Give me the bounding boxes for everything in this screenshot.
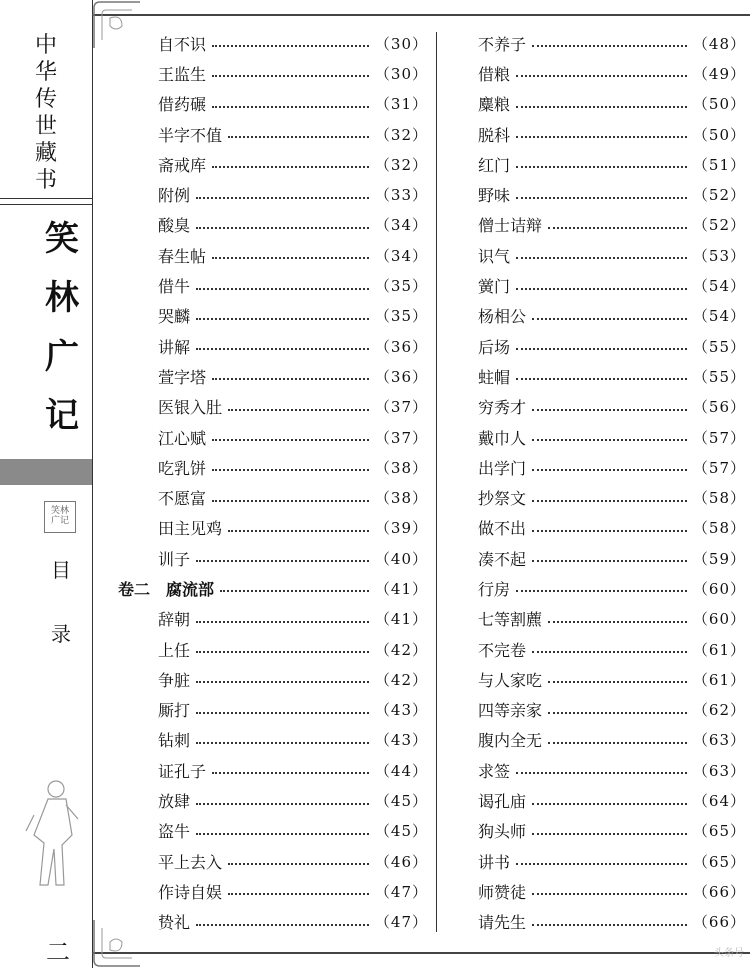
entry-page: （37） — [374, 428, 428, 447]
entry-title: 穷秀才 — [478, 398, 527, 418]
seal-stamp: 笑林 广记 — [44, 501, 76, 533]
toc-entry — [478, 907, 746, 937]
leader-dots — [532, 651, 687, 653]
toc-entry — [118, 634, 428, 664]
entry-page: （38） — [374, 458, 428, 477]
entry-title: 附例 — [158, 186, 191, 206]
entry-page: （61） — [692, 640, 746, 659]
leader-dots — [532, 439, 687, 441]
toc-entry — [118, 28, 428, 58]
toc-entry — [118, 695, 428, 725]
entry-page: （50） — [692, 125, 746, 144]
leader-dots — [196, 621, 369, 623]
leader-dots — [516, 288, 687, 290]
toc-entry — [118, 785, 428, 815]
entry-title: 辞朝 — [158, 610, 191, 630]
entry-title: 戴巾人 — [478, 428, 527, 448]
entry-title: 平上去入 — [158, 852, 223, 872]
leader-dots — [532, 924, 687, 926]
entry-title: 萱字塔 — [158, 367, 207, 387]
entry-title: 讲书 — [478, 852, 511, 872]
entry-title: 吃乳饼 — [158, 458, 207, 478]
entry-page: （64） — [692, 792, 746, 811]
entry-page: （55） — [692, 337, 746, 356]
entry-page: （51） — [692, 155, 746, 174]
entry-page: （46） — [374, 852, 428, 871]
leader-dots — [516, 75, 687, 77]
toc-entry — [478, 361, 746, 391]
toc-entry — [478, 785, 746, 815]
entry-title: 蛀帽 — [478, 367, 511, 387]
entry-page: （45） — [374, 822, 428, 841]
toc-entry — [478, 210, 746, 240]
leader-dots — [516, 106, 687, 108]
leader-dots — [212, 439, 369, 441]
entry-page: （42） — [374, 640, 428, 659]
toc-entry — [118, 119, 428, 149]
section-title: 目 录 — [51, 558, 71, 646]
entry-title: 讲解 — [158, 337, 191, 357]
toc-entry — [478, 482, 746, 512]
sidebar-rule-top — [0, 198, 92, 199]
entry-page: （36） — [374, 337, 428, 356]
sidebar-band — [0, 459, 92, 485]
entry-title: 借粮 — [478, 64, 511, 84]
toc-entry — [118, 58, 428, 88]
leader-dots — [516, 166, 687, 168]
leader-dots — [516, 863, 687, 865]
toc-entry — [478, 392, 746, 422]
entry-page: （44） — [374, 761, 428, 780]
entry-page: （43） — [374, 701, 428, 720]
entry-title: 厮打 — [158, 701, 191, 721]
entry-title: 放肆 — [158, 792, 191, 812]
entry-page: （41） — [374, 579, 428, 598]
leader-dots — [516, 590, 687, 592]
entry-title: 田主见鸡 — [158, 519, 223, 539]
entry-title: 脱科 — [478, 125, 511, 145]
entry-title: 野味 — [478, 186, 511, 206]
leader-dots — [196, 560, 369, 562]
leader-dots — [532, 803, 687, 805]
leader-dots — [220, 590, 369, 592]
entry-title: 黉门 — [478, 277, 511, 297]
toc-entry — [118, 392, 428, 422]
entry-title: 作诗自娱 — [158, 882, 223, 902]
toc-entry — [478, 755, 746, 785]
entry-title: 不完卷 — [478, 640, 527, 660]
leader-dots — [196, 742, 369, 744]
toc-entry — [118, 270, 428, 300]
entry-page: （33） — [374, 186, 428, 205]
leader-dots — [532, 500, 687, 502]
entry-page: （57） — [692, 458, 746, 477]
toc-entry — [118, 664, 428, 694]
toc-entry — [118, 604, 428, 634]
toc-section-heading — [118, 573, 428, 603]
toc-entry — [478, 816, 746, 846]
leader-dots — [532, 45, 687, 47]
entry-title: 狗头师 — [478, 822, 527, 842]
entry-page: （43） — [374, 731, 428, 750]
entry-page: （63） — [692, 731, 746, 750]
leader-dots — [196, 833, 369, 835]
entry-page: （52） — [692, 216, 746, 235]
page-number: 二 — [46, 938, 70, 966]
toc-entry — [478, 58, 746, 88]
leader-dots — [196, 712, 369, 714]
entry-title: 证孔子 — [158, 761, 207, 781]
entry-page: （55） — [692, 367, 746, 386]
entry-page: （58） — [692, 489, 746, 508]
leader-dots — [196, 803, 369, 805]
entry-title: 借牛 — [158, 277, 191, 297]
leader-dots — [212, 75, 369, 77]
entry-title: 识气 — [478, 246, 511, 266]
leader-dots — [516, 197, 687, 199]
entry-page: （45） — [374, 792, 428, 811]
toc-entry — [478, 513, 746, 543]
toc-entry — [118, 301, 428, 331]
entry-title: 四等亲家 — [478, 701, 543, 721]
leader-dots — [532, 560, 687, 562]
toc-entry — [478, 846, 746, 876]
entry-page: （39） — [374, 519, 428, 538]
column-divider — [436, 32, 437, 932]
entry-page: （35） — [374, 307, 428, 326]
leader-dots — [532, 893, 687, 895]
leader-dots — [212, 772, 369, 774]
toc-entry — [478, 270, 746, 300]
toc-entry — [478, 634, 746, 664]
entry-page: （48） — [692, 34, 746, 53]
entry-page: （47） — [374, 913, 428, 932]
sidebar — [0, 0, 92, 968]
entry-title: 哭麟 — [158, 307, 191, 327]
leader-dots — [532, 469, 687, 471]
entry-page: （52） — [692, 186, 746, 205]
entry-page: （57） — [692, 428, 746, 447]
entry-title: 后场 — [478, 337, 511, 357]
leader-dots — [516, 378, 687, 380]
toc-entry — [118, 725, 428, 755]
watermark: 头条号 — [714, 948, 744, 959]
leader-dots — [532, 409, 687, 411]
leader-dots — [228, 530, 369, 532]
entry-title: 钻刺 — [158, 731, 191, 751]
entry-title: 红门 — [478, 155, 511, 175]
entry-title: 谒孔庙 — [478, 792, 527, 812]
leader-dots — [212, 500, 369, 502]
toc-entry — [478, 179, 746, 209]
entry-page: （60） — [692, 579, 746, 598]
entry-page: （40） — [374, 549, 428, 568]
toc-entry — [478, 876, 746, 906]
entry-title: 求签 — [478, 761, 511, 781]
toc-entry — [118, 846, 428, 876]
entry-page: （35） — [374, 277, 428, 296]
leader-dots — [196, 227, 369, 229]
entry-title: 腹内全无 — [478, 731, 543, 751]
leader-dots — [196, 651, 369, 653]
toc-entry — [478, 573, 746, 603]
entry-title: 出学门 — [478, 458, 527, 478]
toc-entry — [478, 331, 746, 361]
entry-title: 行房 — [478, 579, 511, 599]
entry-page: （49） — [692, 64, 746, 83]
entry-title: 酸臭 — [158, 216, 191, 236]
entry-page: （32） — [374, 155, 428, 174]
toc-entry — [478, 664, 746, 694]
entry-title: 借药碾 — [158, 95, 207, 115]
toc-entry — [478, 119, 746, 149]
entry-page: （54） — [692, 307, 746, 326]
toc-entry — [118, 755, 428, 785]
entry-page: （65） — [692, 822, 746, 841]
entry-title: 卷二 腐流部 — [118, 579, 215, 599]
entry-page: （65） — [692, 852, 746, 871]
toc-entry — [118, 210, 428, 240]
entry-title: 不愿富 — [158, 489, 207, 509]
entry-title: 杨相公 — [478, 307, 527, 327]
toc-entry — [478, 452, 746, 482]
leader-dots — [212, 166, 369, 168]
entry-page: （60） — [692, 610, 746, 629]
entry-title: 争脏 — [158, 670, 191, 690]
toc-entry — [118, 179, 428, 209]
entry-page: （58） — [692, 519, 746, 538]
leader-dots — [548, 742, 687, 744]
leader-dots — [516, 257, 687, 259]
leader-dots — [212, 257, 369, 259]
leader-dots — [548, 621, 687, 623]
frame-left — [92, 0, 93, 968]
series-title: 中 华 传 世 藏 书 — [34, 33, 57, 193]
leader-dots — [548, 681, 687, 683]
entry-title: 师赞徒 — [478, 882, 527, 902]
toc-column-left — [118, 28, 428, 937]
leader-dots — [532, 833, 687, 835]
leader-dots — [516, 772, 687, 774]
leader-dots — [228, 409, 369, 411]
toc-entry — [118, 482, 428, 512]
book-title: 笑 林 广 记 — [45, 219, 79, 436]
frame-bottom — [92, 952, 750, 954]
toc-entry — [478, 725, 746, 755]
entry-title: 不养子 — [478, 34, 527, 54]
toc-entry — [118, 89, 428, 119]
figure-illustration — [22, 775, 82, 895]
entry-title: 王监生 — [158, 64, 207, 84]
leader-dots — [212, 45, 369, 47]
toc-entry — [478, 28, 746, 58]
entry-page: （66） — [692, 913, 746, 932]
leader-dots — [228, 863, 369, 865]
leader-dots — [212, 106, 369, 108]
leader-dots — [196, 318, 369, 320]
toc-entry — [118, 149, 428, 179]
toc-entry — [118, 422, 428, 452]
entry-title: 斋戒库 — [158, 155, 207, 175]
entry-title: 上任 — [158, 640, 191, 660]
entry-page: （54） — [692, 277, 746, 296]
toc-entry — [118, 361, 428, 391]
toc-entry — [478, 149, 746, 179]
entry-title: 做不出 — [478, 519, 527, 539]
leader-dots — [532, 530, 687, 532]
leader-dots — [196, 681, 369, 683]
entry-title: 自不识 — [158, 34, 207, 54]
entry-page: （47） — [374, 882, 428, 901]
leader-dots — [212, 469, 369, 471]
toc-column-right — [478, 28, 746, 937]
toc-entry — [478, 422, 746, 452]
entry-title: 医银入肚 — [158, 398, 223, 418]
toc-entry — [118, 816, 428, 846]
leader-dots — [196, 288, 369, 290]
entry-title: 半字不值 — [158, 125, 223, 145]
toc-entry — [118, 543, 428, 573]
toc-entry — [478, 301, 746, 331]
entry-page: （41） — [374, 610, 428, 629]
entry-title: 春生帖 — [158, 246, 207, 266]
entry-page: （31） — [374, 95, 428, 114]
leader-dots — [196, 348, 369, 350]
entry-page: （59） — [692, 549, 746, 568]
leader-dots — [516, 136, 687, 138]
entry-title: 与人家吃 — [478, 670, 543, 690]
entry-page: （34） — [374, 216, 428, 235]
entry-page: （50） — [692, 95, 746, 114]
sidebar-rule-top-2 — [0, 204, 92, 205]
entry-title: 训子 — [158, 549, 191, 569]
toc-entry — [118, 876, 428, 906]
entry-page: （38） — [374, 489, 428, 508]
toc-entry — [118, 907, 428, 937]
entry-page: （30） — [374, 34, 428, 53]
entry-page: （63） — [692, 761, 746, 780]
frame-top — [92, 14, 750, 16]
entry-page: （36） — [374, 367, 428, 386]
entry-title: 七等割藨 — [478, 610, 543, 630]
toc-entry — [478, 543, 746, 573]
entry-title: 盗牛 — [158, 822, 191, 842]
entry-page: （61） — [692, 670, 746, 689]
entry-page: （34） — [374, 246, 428, 265]
entry-page: （32） — [374, 125, 428, 144]
entry-page: （66） — [692, 882, 746, 901]
leader-dots — [532, 318, 687, 320]
leader-dots — [516, 348, 687, 350]
entry-title: 贽礼 — [158, 913, 191, 933]
entry-title: 抄祭文 — [478, 489, 527, 509]
entry-page: （53） — [692, 246, 746, 265]
leader-dots — [196, 924, 369, 926]
toc-entry — [478, 695, 746, 725]
leader-dots — [548, 227, 687, 229]
toc-entry — [118, 240, 428, 270]
leader-dots — [548, 712, 687, 714]
leader-dots — [228, 893, 369, 895]
toc-entry — [118, 452, 428, 482]
leader-dots — [212, 378, 369, 380]
entry-title: 凑不起 — [478, 549, 527, 569]
toc-entry — [478, 89, 746, 119]
toc-entry — [118, 513, 428, 543]
entry-page: （56） — [692, 398, 746, 417]
entry-title: 江心赋 — [158, 428, 207, 448]
entry-page: （37） — [374, 398, 428, 417]
leader-dots — [196, 197, 369, 199]
toc-entry — [478, 240, 746, 270]
toc-entry — [118, 331, 428, 361]
leader-dots — [228, 136, 369, 138]
entry-page: （42） — [374, 670, 428, 689]
entry-title: 麋粮 — [478, 95, 511, 115]
entry-title: 请先生 — [478, 913, 527, 933]
toc-entry — [478, 604, 746, 634]
entry-page: （30） — [374, 64, 428, 83]
entry-title: 僧士诘辩 — [478, 216, 543, 236]
entry-page: （62） — [692, 701, 746, 720]
